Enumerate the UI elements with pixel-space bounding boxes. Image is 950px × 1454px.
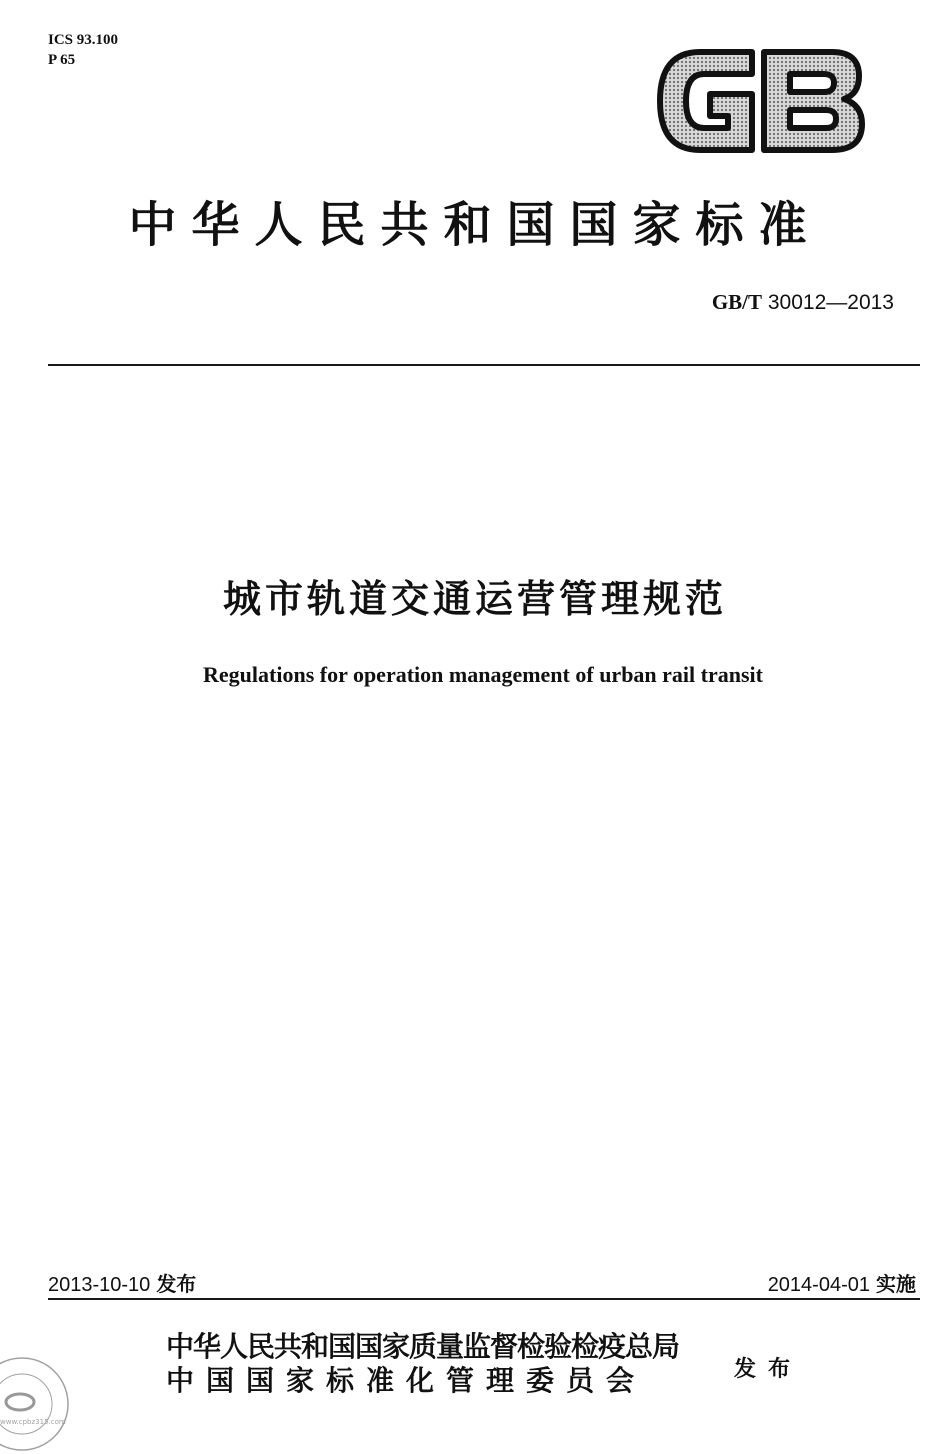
gb-logo-icon	[652, 44, 867, 158]
document-title-cn: 城市轨道交通运营管理规范	[222, 577, 727, 621]
bottom-divider	[48, 1298, 920, 1300]
issue-date-label: 发布	[156, 1272, 197, 1296]
issuer-aqsiq: 中华人民共和国国家质量监督检验检疫总局	[166, 1330, 680, 1363]
issue-date-value: 2013-10-10	[48, 1274, 151, 1296]
standard-number-prefix: GB/T	[711, 290, 763, 314]
document-title-en: Regulations for operation management of urban rail transit	[203, 662, 763, 687]
ics-code: ICS 93.100	[48, 32, 119, 48]
issuing-authorities	[166, 1330, 679, 1398]
ccs-code: P 65	[48, 52, 76, 68]
top-divider	[48, 364, 920, 366]
implementation-date-value: 2014-04-01	[767, 1274, 870, 1296]
implementation-date	[768, 1268, 916, 1297]
issue-date	[48, 1268, 196, 1297]
svg-text:www.cpbz315.com: www.cpbz315.com	[0, 1418, 66, 1426]
watermark-stamp-icon	[0, 1354, 72, 1454]
classification-codes	[48, 30, 118, 70]
national-standard-title: 中华人民共和国国家标准	[128, 197, 822, 253]
release-label: 发布	[734, 1356, 803, 1382]
standard-number	[712, 290, 894, 315]
implementation-date-label: 实施	[876, 1272, 916, 1296]
issuer-sac: 中国国家标准化管理委员会	[166, 1364, 647, 1397]
standard-number-value: 30012—2013	[767, 291, 894, 314]
